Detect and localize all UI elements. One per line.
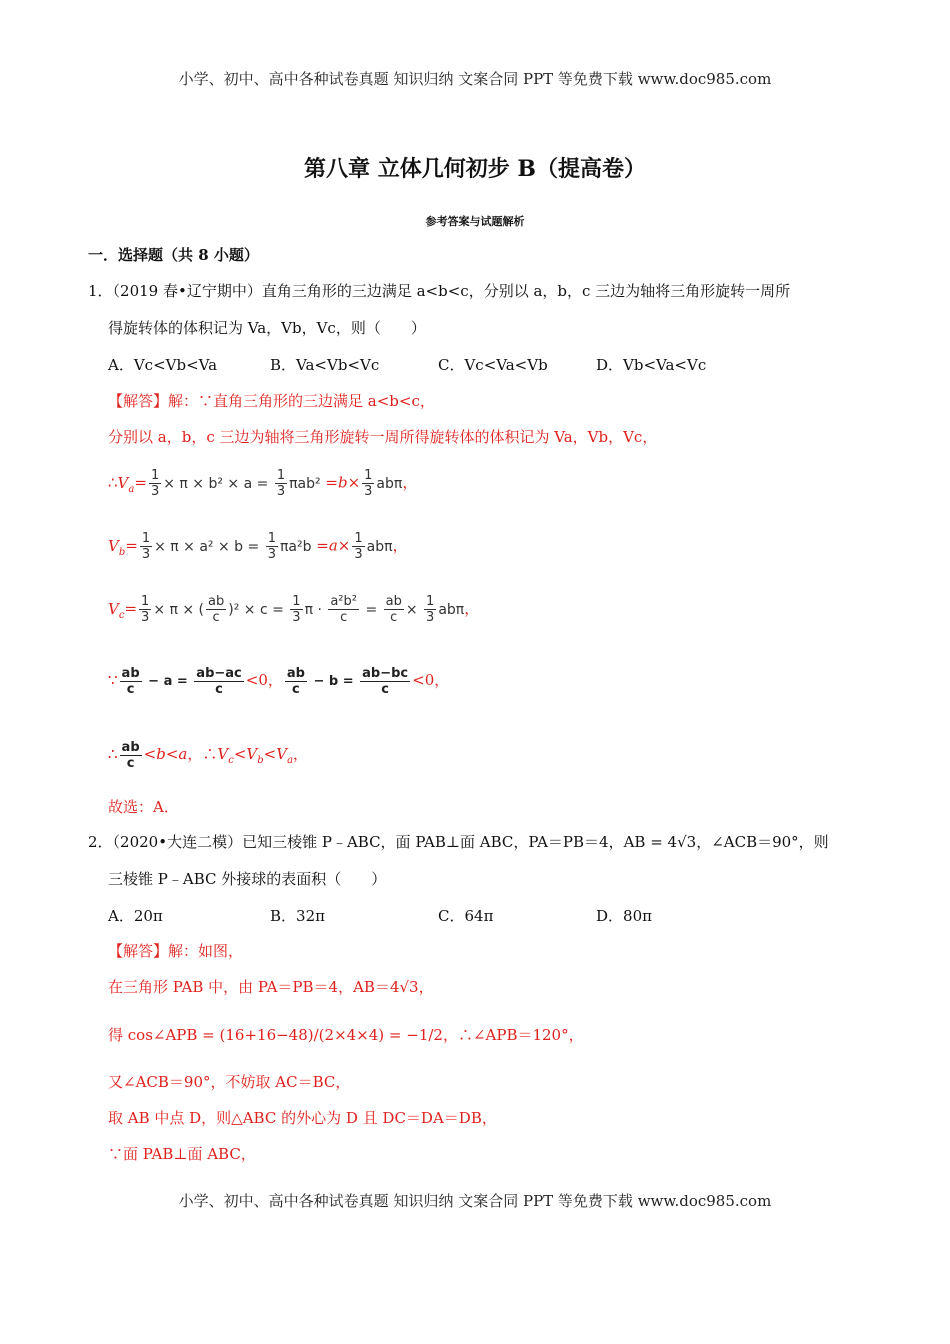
q1-stem-line2: 得旋转体的体积记为 Va，Vb，Vc，则（ ） bbox=[108, 319, 426, 337]
q2-sol1: 解：如图， bbox=[168, 942, 244, 960]
q1-formula-conclusion: ∴ $\frac{ab}{c}$ <b<a，$\therefore V_c<V_b<V_a$， bbox=[108, 740, 309, 771]
q2-stem-line2: 三棱锥 P﹣ABC 外接球的表面积（ ） bbox=[108, 870, 387, 888]
q1-option-b: B．Va<Vb<Vc bbox=[270, 356, 380, 374]
page-title: 第八章 立体几何初步 B（提高卷） bbox=[304, 156, 646, 182]
q2-sol3: 得 cos∠APB = (16+16−48)/(2×4×4) = −1/2，∴∠APB＝120°， bbox=[108, 1026, 584, 1044]
q1-stem-line1 bbox=[88, 280, 790, 301]
q2-option-d: D．80π bbox=[596, 907, 652, 925]
q1-answer-tag: 【解答】 bbox=[108, 392, 169, 410]
q1-option-d: D．Vb<Va<Vc bbox=[596, 356, 707, 374]
q1-formula-compare: ∵ $\frac{ab}{c}$ − a = $\frac{ab-ac}{c}$ <0， $\frac{ab}{c}$ − b = $\frac{ab-bc}{c}$ <0， bbox=[108, 666, 450, 697]
q1-sol1: 解：∵直角三角形的三边满足 a<b<c， bbox=[168, 392, 435, 410]
q2-number: 2． bbox=[88, 833, 113, 851]
q1-solution-line2: 分别以 a，b，c 三边为轴将三角形旋转一周所得旋转体的体积记为 Va，Vb，Vc， bbox=[108, 428, 658, 446]
q2-sol5: 取 AB 中点 D，则△ABC 的外心为 D 且 DC＝DA＝DB， bbox=[108, 1109, 497, 1127]
q1-text1: 直角三角形的三边满足 a<b<c，分别以 a，b，c 三边为轴将三角形旋转一周所 bbox=[261, 282, 791, 300]
q1-number: 1． bbox=[88, 282, 113, 300]
q1-formula-vb: $V_b=$ $\frac{1}{3}$ × π × a² × b = $\frac{1}{3}$ πa²b =a× $\frac{1}{3}$ abπ， bbox=[108, 531, 408, 562]
q1-formula-vc: $V_c=$ $\frac{1}{3}$ × π × ( $\frac{ab}{c}$ )² × c = $\frac{1}{3}$ π · $\frac{\text{a²b²}}{c}$ = $\frac{ab}{c}$ × $\frac{1}{3}$ abπ， bbox=[108, 594, 480, 625]
page-header: 小学、初中、高中各种试卷真题 知识归纳 文案合同 PPT 等免费下载 www.doc985.com bbox=[178, 70, 772, 88]
q2-sol4: 又∠ACB＝90°，不妨取 AC＝BC， bbox=[108, 1073, 351, 1091]
q2-sol2: 在三角形 PAB 中，由 PA＝PB＝4，AB＝4√3， bbox=[108, 978, 434, 996]
page-footer: 小学、初中、高中各种试卷真题 知识归纳 文案合同 PPT 等免费下载 www.doc985.com bbox=[178, 1192, 772, 1210]
q1-option-c: C．Vc<Va<Vb bbox=[438, 356, 548, 374]
q1-source: （2019 春•辽宁期中） bbox=[112, 282, 262, 300]
q2-stem-line1 bbox=[88, 831, 829, 852]
q2-option-c: C．64π bbox=[438, 907, 494, 925]
q2-sol6: ∵面 PAB⊥面 ABC， bbox=[108, 1145, 256, 1163]
q2-solution-line1 bbox=[108, 940, 243, 961]
q2-text1: 已知三棱锥 P﹣ABC，面 PAB⊥面 ABC，PA＝PB＝4，AB = 4√3，∠ACB＝90°，则 bbox=[242, 833, 829, 851]
q2-option-a: A．20π bbox=[108, 907, 163, 925]
section-heading: 一．选择题（共 8 小题） bbox=[88, 246, 259, 264]
page-subtitle: 参考答案与试题解析 bbox=[425, 215, 525, 228]
q2-option-b: B．32π bbox=[270, 907, 325, 925]
q1-final: 故选：A． bbox=[108, 798, 179, 816]
q2-source: （2020•大连二模） bbox=[112, 833, 243, 851]
q1-option-a: A．Vc<Vb<Va bbox=[108, 356, 218, 374]
q1-solution-line1 bbox=[108, 390, 435, 411]
q2-answer-tag: 【解答】 bbox=[108, 942, 169, 960]
q1-formula-va: $\therefore V_a=$ $\frac{1}{3}$ × π × b² × a = $\frac{1}{3}$ πab² =b× $\frac{1}{3}$ abπ， bbox=[108, 468, 418, 499]
